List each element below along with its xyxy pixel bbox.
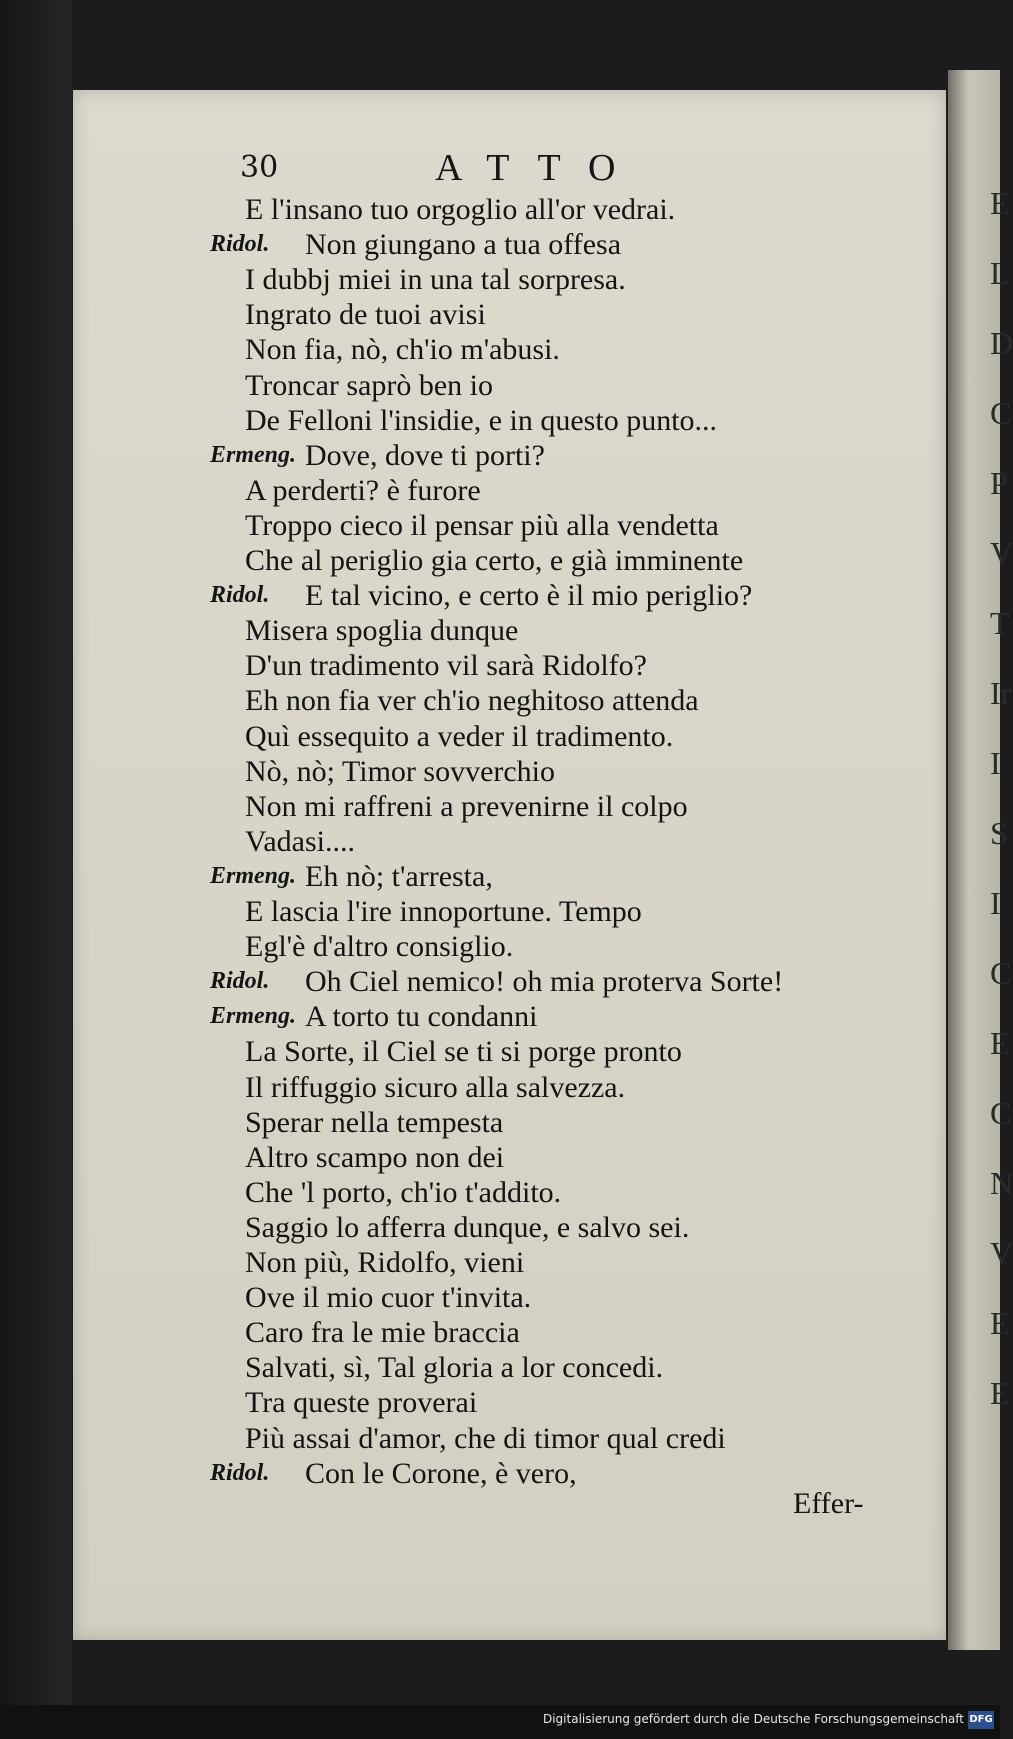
- facing-page-letter: C: [990, 1095, 1012, 1131]
- verse-content: Che al periglio gia certo, e già imminente: [245, 544, 744, 577]
- verse-content: Il riffuggio sicuro alla salvezza.: [245, 1070, 626, 1104]
- verse-content: Ove il mio cuor t'invita.: [245, 1281, 532, 1315]
- verse-content: E tal vicino, e certo è il mio periglio?: [305, 579, 753, 613]
- funding-notice: Digitalisierung gefördert durch die Deutsche Forschungsgemeinschaft: [542, 1712, 964, 1726]
- facing-page-letter: I: [990, 885, 1001, 921]
- dfg-logo: DFG: [968, 1711, 994, 1729]
- facing-page-letter: E: [990, 1375, 1010, 1411]
- speaker-label: Ermeng.: [210, 1003, 297, 1030]
- verse-content: Con le Corone, è vero,: [305, 1456, 577, 1490]
- verse-content: Dove, dove ti porti?: [305, 438, 545, 472]
- verse-content: Sperar nella tempesta: [245, 1105, 504, 1139]
- verse-content: Caro fra le mie braccia: [245, 1316, 520, 1350]
- verse-content: Non mi raffreni a prevenirne il colpo: [245, 789, 688, 823]
- page-number: 30: [240, 150, 279, 185]
- facing-page-letter: E: [990, 1305, 1010, 1341]
- verse-content: D'un tradimento vil sarà Ridolfo?: [245, 649, 647, 683]
- verse-content: Troppo cieco il pensar più alla vendetta: [245, 508, 719, 542]
- footer-bar: [0, 1705, 1000, 1739]
- facing-page-letter: C: [990, 955, 1012, 991]
- facing-page-letter: L: [990, 255, 1010, 291]
- facing-page-letter: I: [990, 745, 1001, 781]
- verse-content: Egl'è d'altro consiglio.: [245, 930, 514, 964]
- facing-page-letter: V: [990, 1235, 1013, 1271]
- facing-page-edge: [948, 70, 1013, 1650]
- verse-content: Altro scampo non dei: [245, 1140, 505, 1174]
- facing-page-letter: Ir: [990, 675, 1012, 711]
- facing-page-letter: E: [990, 1025, 1010, 1061]
- verse-content: Ingrato de tuoi avisi: [245, 298, 486, 332]
- facing-page-letter: D: [990, 325, 1013, 361]
- verse-content: La Sorte, il Ciel se ti si porge pronto: [245, 1035, 682, 1069]
- facing-page-letter: T: [990, 605, 1010, 641]
- facing-page-letter: E: [990, 185, 1010, 221]
- catchword: Effer-: [793, 1487, 864, 1520]
- verse-content: A torto tu condanni: [305, 1000, 538, 1034]
- facing-page-letter: C: [990, 395, 1012, 431]
- verse-content: Che 'l porto, ch'io t'addito.: [245, 1175, 562, 1209]
- speaker-label: Ridol.: [210, 582, 270, 609]
- verse-content: Misera spoglia dunque: [245, 614, 519, 648]
- verse-content: Eh non fia ver ch'io neghitoso attenda: [245, 684, 699, 718]
- facing-page-letter: N: [990, 1165, 1013, 1201]
- facing-page-letter: V: [990, 535, 1013, 571]
- speaker-label: Ridol.: [210, 1459, 270, 1486]
- verse-content: Non giungano a tua offesa: [305, 228, 622, 262]
- verse-content: Quì essequito a veder il tradimento.: [245, 719, 674, 753]
- verse-content: Nò, nò; Timor sovverchio: [245, 754, 556, 788]
- verse-content: Saggio lo afferra dunque, e salvo sei.: [245, 1210, 690, 1244]
- speaker-label: Ridol.: [210, 968, 270, 995]
- verse-content: Non più, Ridolfo, vieni: [245, 1246, 525, 1279]
- verse-content: Non fia, nò, ch'io m'abusi.: [245, 333, 560, 367]
- speaker-label: Ermeng.: [210, 862, 297, 889]
- verse-content: Più assai d'amor, che di timor qual credi: [245, 1421, 726, 1455]
- verse-content: Tra queste proverai: [245, 1386, 478, 1420]
- verse-content: Salvati, sì, Tal gloria a lor concedi.: [245, 1351, 664, 1385]
- running-head: ATTO: [435, 147, 644, 189]
- verse-content: Oh Ciel nemico! oh mia proterva Sorte!: [305, 965, 784, 999]
- speaker-label: Ridol.: [210, 231, 270, 258]
- verse-content: Vadasi....: [245, 824, 355, 858]
- verse-content: De Felloni l'insidie, e in questo punto...: [245, 403, 718, 437]
- verse-content: E l'insano tuo orgoglio all'or vedrai.: [245, 193, 676, 226]
- facing-page-letter: P: [990, 465, 1008, 501]
- verse-content: Eh nò; t'arresta,: [305, 859, 493, 893]
- facing-page-letter: S: [990, 815, 1008, 851]
- verse-content: E lascia l'ire innoportune. Tempo: [245, 895, 642, 928]
- verse-content: Troncar saprò ben io: [245, 368, 494, 402]
- verse-content: A perderti? è furore: [245, 473, 481, 507]
- verse-content: I dubbj miei in una tal sorpresa.: [245, 263, 626, 297]
- speaker-label: Ermeng.: [210, 441, 297, 468]
